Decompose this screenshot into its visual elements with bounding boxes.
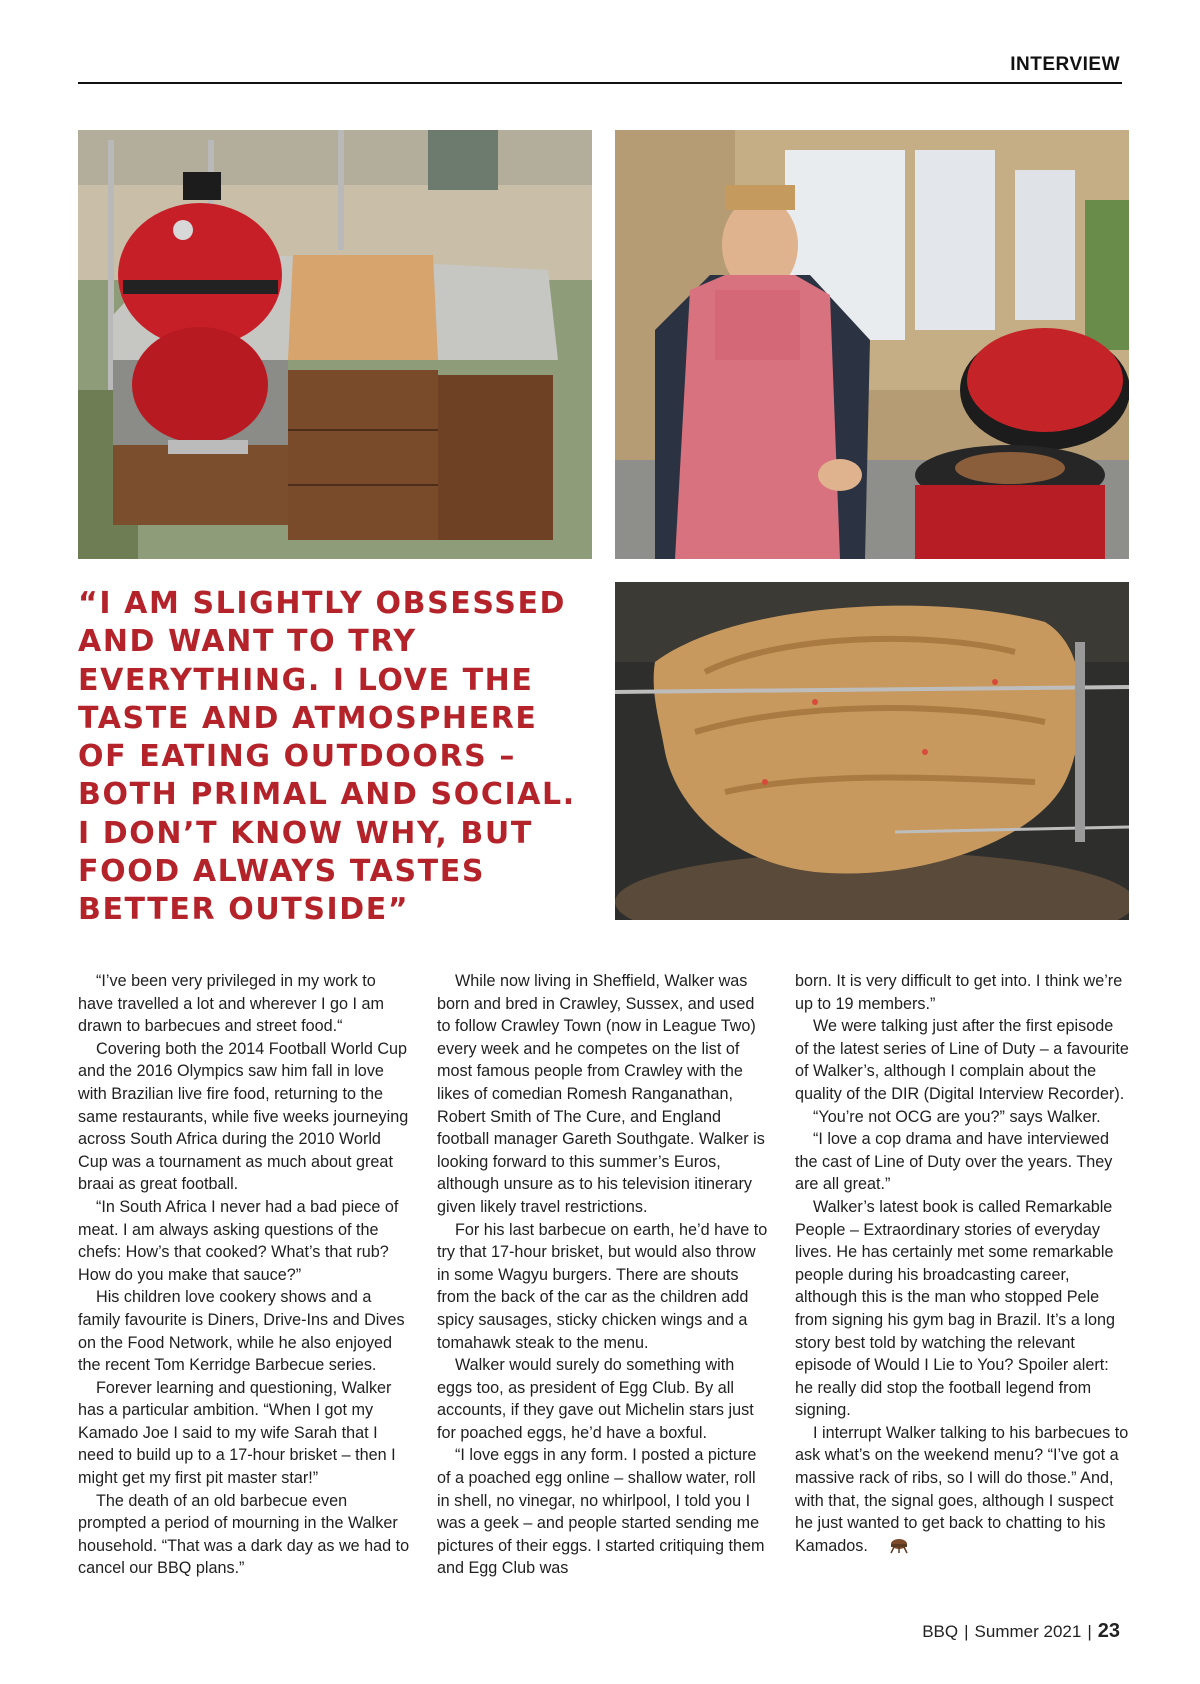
magazine-name: BBQ — [922, 1622, 959, 1641]
paragraph-text: I interrupt Walker talking to his barbecues to ask what’s on the weekend menu? “I’ve got a massive rack of ribs, so I will do those.” And, with that, the signal goes, although I suspect he just wanted to get back to chatting to his Kamados. — [795, 1423, 1129, 1555]
article-column-1 — [78, 970, 412, 1580]
article-column-2 — [437, 970, 771, 1580]
page-number: 23 — [1097, 1620, 1120, 1642]
kamado-grill-icon — [870, 1538, 892, 1554]
paragraph: “In South Africa I never had a bad piece of meat. I am always asking questions of the chefs: How’s that cooked? What’s that rub? How do you make that sauce?” — [78, 1197, 399, 1284]
paragraph: His children love cookery shows and a family favourite is Diners, Drive-Ins and Dives on the Food Network, while he also enjoyed the recent Tom Kerridge Barbecue series. — [78, 1288, 405, 1375]
paragraph: While now living in Sheffield, Walker was born and bred in Crawley, Sussex, and used to follow Crawley Town (now in League Two) every week and he competes on the list of most famous people from Crawley with the likes of comedian Romesh Ranganathan, Robert Smith of The Cure, and England football manager Gareth Southgate. Walker is looking forward to this summer’s Euros, although unsure as to his television itinerary given likely travel restrictions. — [437, 972, 765, 1216]
chef-grilling-photo — [615, 130, 1129, 559]
paragraph: “I’ve been very privileged in my work to have travelled a lot and wherever I go I am drawn to barbecues and street food.“ — [78, 972, 384, 1036]
paragraph: “I love a cop drama and have interviewed the cast of Line of Duty over the years. They are all great.” — [795, 1130, 1113, 1194]
paragraph: “You’re not OCG are you?” says Walker. — [813, 1107, 1101, 1126]
article-column-3 — [795, 970, 1129, 1557]
paragraph: Walker’s latest book is called Remarkable People – Extraordinary stories of everyday lives. He has certainly met some remarkable people during his broadcasting career, although this is the man who stopped Pele from signing his gym bag in Brazil. It’s a long story best told by watching the relevant episode of Would I Lie to You? Spoiler alert: he really did stop the football legend from signing. — [795, 1197, 1116, 1420]
paragraph: We were talking just after the first episode of the latest series of Line of Duty – a favourite of Walker’s, although I complain about the quality of the DIR (Digital Interview Recorder). — [795, 1017, 1129, 1103]
issue-label: Summer 2021 — [974, 1622, 1082, 1641]
footer-separator: | — [964, 1622, 969, 1641]
kamado-grill-photo — [78, 130, 592, 559]
page-footer — [922, 1620, 1120, 1643]
paragraph: “I love eggs in any form. I posted a picture of a poached egg online – shallow water, roll in shell, no vinegar, no whirlpool, I told you I was a geek – and people started sending me pictures of their eggs. I started critiquing them and Egg Club was — [437, 1446, 765, 1578]
pull-quote: “I AM SLIGHTLY OBSESSED AND WANT TO TRY EVERYTHING. I LOVE THE TASTE AND ATMOSPHERE OF EATING OUTDOORS – BOTH PRIMAL AND SOCIAL. I DON’T KNOW WHY, BUT FOOD ALWAYS TASTES BETTER OUTSIDE” — [78, 586, 576, 928]
footer-separator: | — [1087, 1622, 1092, 1641]
header-rule — [78, 82, 1122, 84]
last-paragraph — [795, 1422, 1129, 1558]
paragraph: The death of an old barbecue even prompted a period of mourning in the Walker household. “That was a dark day as we had to cancel our BBQ plans.” — [78, 1491, 410, 1578]
paragraph: For his last barbecue on earth, he’d have to try that 17-hour brisket, but would also throw in some Wagyu burgers. There are shouts from the back of the car as the children add spicy sausages, sticky chicken wings and a tomahawk steak to the menu. — [437, 1220, 768, 1352]
rotisserie-meat-photo — [615, 582, 1129, 920]
paragraph: born. It is very difficult to get into. I think we’re up to 19 members.” — [795, 972, 1123, 1013]
paragraph: Walker would surely do something with eggs too, as president of Egg Club. By all accounts, if they gave out Michelin stars just for poached eggs, he’d have a boxful. — [437, 1356, 754, 1442]
paragraph: Covering both the 2014 Football World Cup and the 2016 Olympics saw him fall in love with Brazilian live fire food, returning to the same restaurants, while five weeks journeying across South Africa during the 2010 World Cup was a tournament as much about great braai as great football. — [78, 1039, 409, 1194]
paragraph: Forever learning and questioning, Walker has a particular ambition. “When I got my Kamado Joe I said to my wife Sarah that I need to build up to a 17-hour brisket – then I might get my first pit master star!” — [78, 1378, 396, 1488]
section-label: INTERVIEW — [1010, 54, 1120, 75]
